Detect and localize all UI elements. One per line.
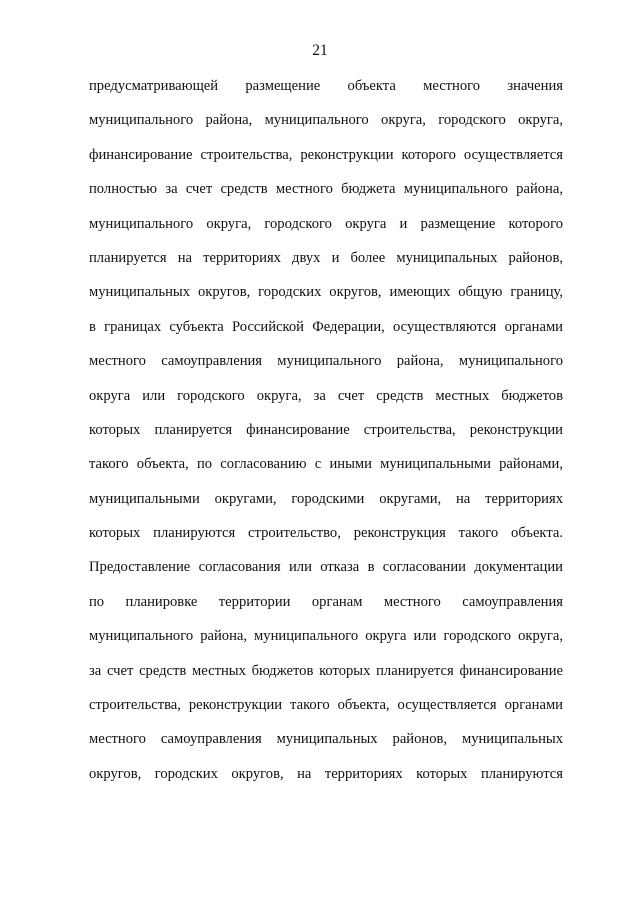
text-line: полностью за счет средств местного бюджета муниципального района, xyxy=(89,181,563,198)
text-line: муниципального района, муниципального округа или городского округа, xyxy=(89,628,563,645)
body-text xyxy=(89,73,563,795)
text-line: муниципальными округами, городскими округами, на территориях xyxy=(89,490,563,507)
text-line: округа или городского округа, за счет средств местных бюджетов xyxy=(89,387,563,404)
text-line: которых планируются строительство, реконструкция такого объекта. xyxy=(89,525,563,542)
text-line: муниципального района, муниципального округа, городского округа, xyxy=(89,112,563,129)
text-line: планируется на территориях двух и более муниципальных районов, xyxy=(89,249,563,266)
text-line: в границах субъекта Российской Федерации, осуществляются органами xyxy=(89,318,563,335)
text-line: местного самоуправления муниципального района, муниципального xyxy=(89,353,563,370)
text-line: финансирование строительства, реконструкции которого осуществляется xyxy=(89,146,563,163)
text-line: муниципального округа, городского округа и размещение которого xyxy=(89,215,563,232)
text-line: округов, городских округов, на территориях которых планируются xyxy=(89,765,563,782)
text-line: строительства, реконструкции такого объекта, осуществляется органами xyxy=(89,697,563,714)
text-line: которых планируется финансирование строительства, реконструкции xyxy=(89,421,563,438)
text-line: предусматривающей размещение объекта местного значения xyxy=(89,78,563,94)
page-number: 21 xyxy=(312,42,328,59)
text-line: местного самоуправления муниципальных районов, муниципальных xyxy=(89,731,563,748)
text-line: такого объекта, по согласованию с иными муниципальными районами, xyxy=(89,456,563,473)
text-line: муниципальных округов, городских округов, имеющих общую границу, xyxy=(89,284,563,301)
text-line: за счет средств местных бюджетов которых планируется финансирование xyxy=(89,662,563,679)
paragraph-start-line: Предоставление согласования или отказа в согласовании документации xyxy=(89,559,563,576)
text-line: по планировке территории органам местного самоуправления xyxy=(89,593,563,610)
